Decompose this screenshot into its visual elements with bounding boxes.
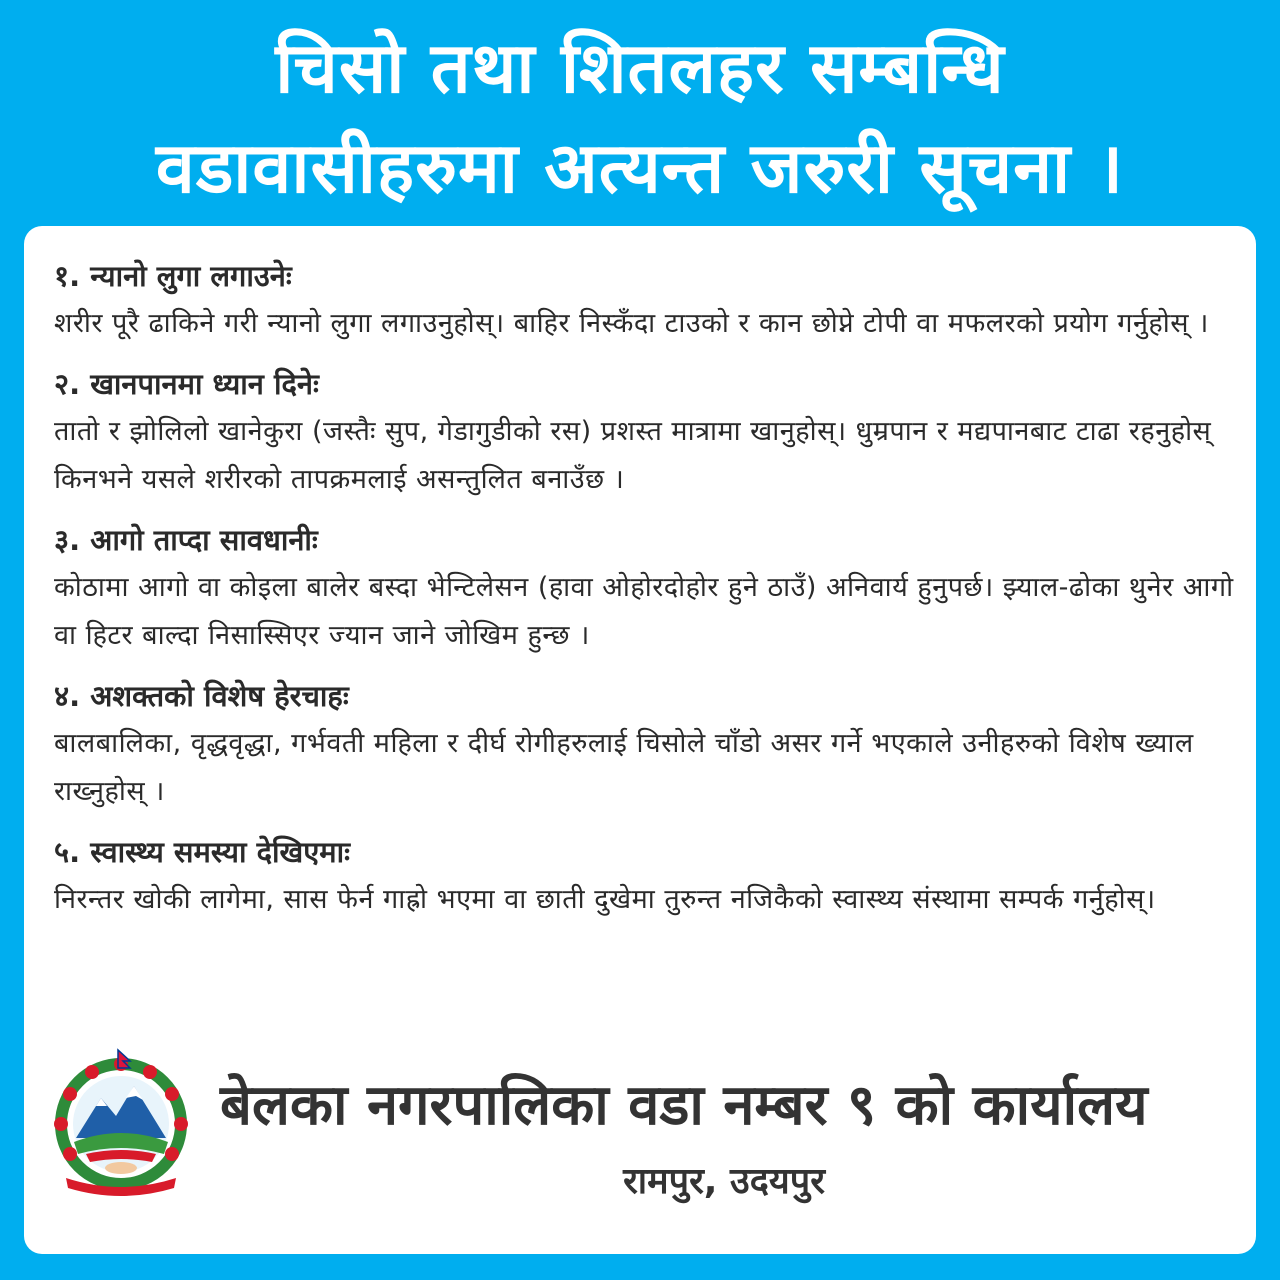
advisory-vulnerable-care	[54, 672, 1234, 816]
notice-headline	[0, 18, 1280, 218]
headline-line-1: चिसो तथा शितलहर सम्बन्धि	[275, 27, 1005, 109]
advisory-list	[54, 252, 1234, 936]
advisory-title: ५. स्वास्थ्य समस्या देखिएमाः	[54, 835, 350, 869]
advisory-title: ४. अशक्तको विशेष हेरचाहः	[54, 679, 349, 713]
office-location: रामपुर, उदयपुर	[623, 1161, 825, 1202]
advisory-title: १. न्यानो लुगा लगाउनेः	[54, 259, 292, 293]
advisory-body: निरन्तर खोकी लागेमा, सास फेर्न गाह्रो भएमा वा छाती दुखेमा तुरुन्त नजिकैको स्वास्थ्य संस्थामा सम्पर्क गर्नुहोस्।	[54, 884, 1156, 915]
advisory-body: तातो र झोलिलो खानेकुरा (जस्तैः सुप, गेडागुडीको रस) प्रशस्त मात्रामा खानुहोस्। धुम्रपान र मद्यपानबाट टाढा रहनुहोस् किनभने यसले शरीरको तापक्रमलाई असन्तुलित बनाउँछ ।	[54, 416, 1212, 495]
advisory-body: शरीर पूरै ढाकिने गरी न्यानो लुगा लगाउनुहोस्। बाहिर निस्कँदा टाउको र कान छोप्ने टोपी वा मफलरको प्रयोग गर्नुहोस् ।	[54, 308, 1209, 339]
advisory-body: कोठामा आगो वा कोइला बालेर बस्दा भेन्टिलेसन (हावा ओहोरदोहोर हुने ठाउँ) अनिवार्य हुनुपर्छ। झ्याल-ढोका थुनेर आगो वा हिटर बाल्दा निसास्सिएर ज्यान जाने जोखिम हुन्छ ।	[54, 572, 1234, 651]
advisory-health-problems	[54, 828, 1234, 924]
office-footer	[24, 1036, 1256, 1236]
advisory-title: २. खानपानमा ध्यान दिनेः	[54, 367, 319, 401]
headline-line-2: वडावासीहरुमा अत्यन्त जरुरी सूचना ।	[155, 127, 1125, 209]
advisory-diet	[54, 360, 1234, 504]
office-name: बेलका नगरपालिका वडा नम्बर ९ को कार्यालय	[220, 1073, 1148, 1138]
advisory-fire-safety	[54, 516, 1234, 660]
notice-card	[24, 226, 1256, 1254]
nepal-government-emblem-icon	[46, 1046, 196, 1196]
advisory-body: बालबालिका, वृद्धवृद्धा, गर्भवती महिला र दीर्घ रोगीहरुलाई चिसोले चाँडो असर गर्ने भएकाले उनीहरुको विशेष ख्याल राख्नुहोस् ।	[54, 728, 1194, 807]
advisory-title: ३. आगो ताप्दा सावधानीः	[54, 523, 318, 557]
advisory-warm-clothes	[54, 252, 1234, 348]
